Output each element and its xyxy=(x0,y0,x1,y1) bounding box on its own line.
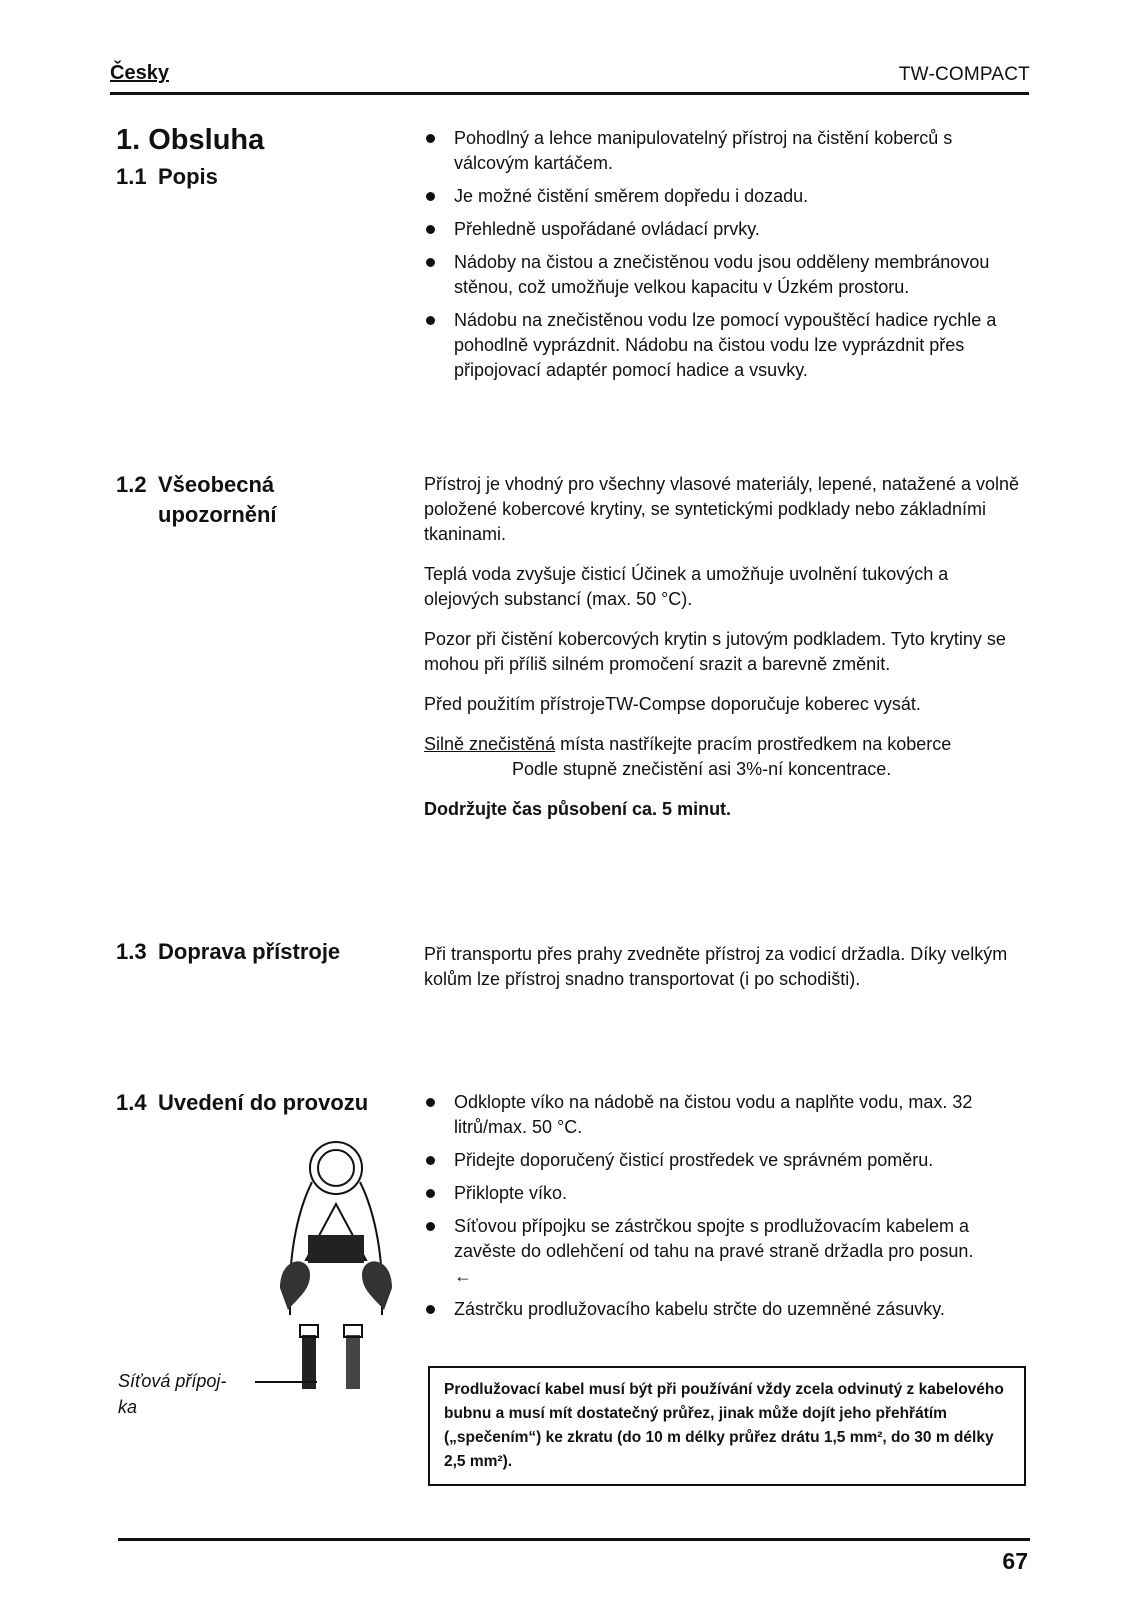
paragraph: Pozor při čistění kobercových krytin s jutovým podkladem. Tyto krytiny se mohou při příliš silném promočení srazit a barevně změnit. xyxy=(424,629,1006,674)
footer-rule xyxy=(118,1538,1030,1541)
paragraph: Teplá voda zvyšuje čisticí Účinek a umožňuje uvolnění tukových a olejových substancí (max. 50 °C). xyxy=(424,564,949,609)
subsection-label: Doprava přístroje xyxy=(158,939,341,964)
page-number: 67 xyxy=(1002,1548,1028,1574)
subsection-number: 1.3 xyxy=(116,939,147,964)
subsection-number: 1.4 xyxy=(116,1090,147,1115)
plug-right xyxy=(346,1335,360,1389)
bullet-icon xyxy=(426,258,435,267)
list-item: Přehledně uspořádané ovládací prvky. xyxy=(424,217,1026,242)
handle-illustration xyxy=(270,1140,400,1400)
subsection-1-1-body xyxy=(424,126,1026,391)
list-item: Je možné čistění směrem dopředu i dozadu. xyxy=(424,184,1026,209)
handle-grip xyxy=(308,1235,364,1263)
bullet-icon xyxy=(426,192,435,201)
warning-box: Prodlužovací kabel musí být při používání vždy zcela odvinutý z kabelového bubnu a musí mít dostatečný průřez, jinak může dojít jeho přehřátím („spečením“) ke zkratu (do 10 m délky průřez drátu 1,5 mm², do 30 m délky 2,5 mm²). xyxy=(428,1366,1026,1486)
left-arrow-icon: ← xyxy=(454,1266,472,1286)
handle-ring-inner xyxy=(318,1150,354,1186)
subsection-1-4-title xyxy=(116,1088,368,1118)
subsection-1-3-title xyxy=(116,937,340,967)
list-item: Přiklopte víko. xyxy=(424,1181,1026,1206)
paragraph: Silně znečistěná místa nastříkejte pracím prostředkem na koberce Podle stupně znečistění asi 3%-ní koncentrace. xyxy=(424,734,952,779)
list-item: Pohodlný a lehce manipulovatelný přístroj na čistění koberců s válcovým kartáčem. xyxy=(424,126,1026,176)
subsection-label: Popis xyxy=(158,164,218,189)
bullet-icon xyxy=(426,1305,435,1314)
list-item: Síťovou přípojku se zástrčkou spojte s prodlužovacím kabelem a zavěste do odlehčení od tahu na pravé straně držadla pro posun. ← xyxy=(424,1214,1026,1289)
paragraph: Před použitím přístrojeTW-Compse doporučuje koberec vysát. xyxy=(424,694,921,714)
figure-caption: Síťová přípoj- ka xyxy=(118,1371,227,1417)
bullet-icon xyxy=(426,316,435,325)
bullet-icon xyxy=(426,1189,435,1198)
bullet-icon xyxy=(426,1098,435,1107)
subsection-label-line2: upozornění xyxy=(158,502,277,527)
subsection-label: Uvedení do provozu xyxy=(158,1090,369,1115)
list-item: Nádobu na znečistěnou vodu lze pomocí vypouštěcí hadice rychle a pohodlně vyprázdnit. Nádobu na čistou vodu lze vyprázdnit přes připojovací adaptér pomocí hadice a vsuvky. xyxy=(424,308,1026,383)
bullet-icon xyxy=(426,134,435,143)
note-bold: Dodržujte čas působení ca. 5 minut. xyxy=(424,799,732,819)
subsection-1-4-body xyxy=(424,1090,1026,1330)
subsection-1-2-title xyxy=(116,470,277,530)
underlined-text: Silně znečistěná xyxy=(424,734,556,754)
header-rule xyxy=(110,92,1029,95)
list-item: Nádoby na čistou a znečistěnou vodu jsou odděleny membránovou stěnou, což umožňuje velkou kapacitu v Úzkém prostoru. xyxy=(424,250,1026,300)
subsection-number: 1.1 xyxy=(116,164,147,189)
list-item: Přidejte doporučený čisticí prostředek ve správném poměru. xyxy=(424,1148,1026,1173)
cable-loop-right xyxy=(362,1261,392,1310)
subsection-1-1-title xyxy=(116,162,218,192)
list-item: Odklopte víko na nádobě na čistou vodu a naplňte vodu, max. 32 litrů/max. 50 °C. xyxy=(424,1090,1026,1140)
header-product: TW-COMPACT xyxy=(898,64,1030,85)
paragraph: Přístroj je vhodný pro všechny vlasové materiály, lepené, natažené a volně položené kobercové krytiny, se syntetickými podklady nebo základními tkaninami. xyxy=(424,474,1019,544)
subsection-1-2-body xyxy=(424,472,1026,837)
cable-loop-left xyxy=(280,1261,310,1310)
bullet-icon xyxy=(426,1222,435,1231)
subsection-label: Všeobecná xyxy=(158,472,275,497)
caption-leader-line xyxy=(255,1381,317,1383)
paragraph: Při transportu přes prahy zvedněte přístroj za vodicí držadla. Díky velkým kolům lze přístroj snadno transportovat (i po schodišti). xyxy=(424,944,1008,989)
section-title: 1. Obsluha xyxy=(116,124,265,156)
bullet-icon xyxy=(426,1156,435,1165)
list-item: Zástrčku prodlužovacího kabelu strčte do uzemněné zásuvky. xyxy=(424,1297,1026,1322)
subsection-number: 1.2 xyxy=(116,472,147,497)
header-language: Česky xyxy=(110,62,169,84)
bullet-icon xyxy=(426,225,435,234)
subsection-1-3-body xyxy=(424,942,1026,1007)
